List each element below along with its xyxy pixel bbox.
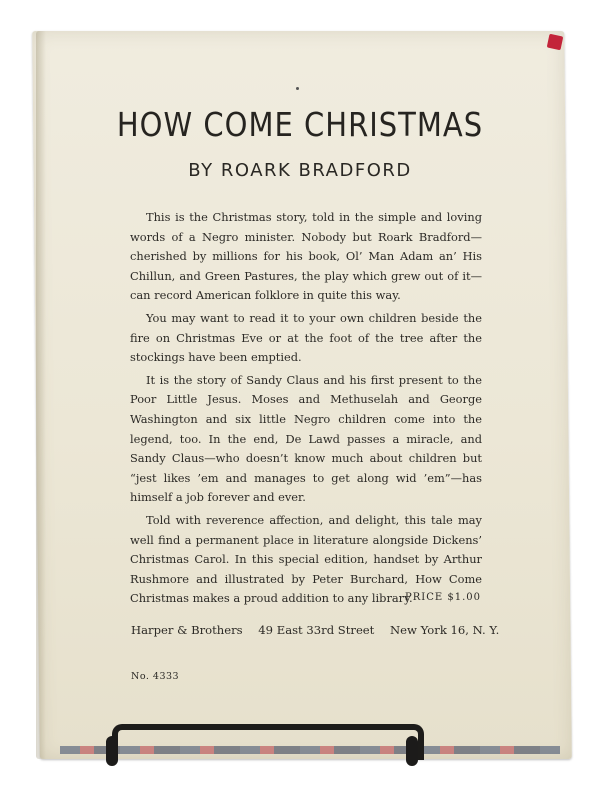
- blurb-text: [130, 208, 482, 612]
- book-stand-bar: [112, 724, 424, 760]
- price-label: PRICE $1.00: [405, 592, 481, 603]
- blurb-paragraph-1: This is the Christmas story, told in the simple and loving words of a Negro minister. Nobody but Roark Bradford—cherished by millions for his book, Ol’ Man Adam an’ His Chillun, and Green Pastures, the play which grew out of it—can record American folklore in quite this way.: [130, 210, 482, 303]
- publisher-line: [131, 623, 500, 637]
- printer-dot: [296, 87, 299, 90]
- blurb-paragraph-4: Told with reverence affection, and delight, this tale may well find a permanent place in literature alongside Dickens’ Christmas Carol. In this special edition, handset by Arthur Rushmore and illustrated by Peter Burchard, How Come Christmas makes a proud addition to any library.: [130, 512, 482, 606]
- blurb-paragraph-2: You may want to read it to your own children beside the fire on Christmas Eve or at the foot of the tree after the stockings have been emptied.: [130, 310, 482, 365]
- publisher-name: Harper & Brothers: [131, 623, 243, 637]
- red-corner-mark: [547, 34, 564, 51]
- book-stand-left-foot: [106, 736, 118, 766]
- book-author: BY ROARK BRADFORD: [188, 160, 412, 181]
- blurb-paragraph-3: It is the story of Sandy Claus and his first present to the Poor Little Jesus. Moses and Methuselah and George Washington and six little Negro children come into the legend, too. In the end, De Lawd passes a miracle, and Sandy Claus—who doesn’t know much about children but “jest likes ’em and manages to get along wid ’em”—has himself a job forever and ever.: [130, 372, 482, 505]
- book-stand-right-foot: [406, 736, 418, 766]
- publisher-address: 49 East 33rd Street: [258, 623, 375, 637]
- catalog-number: No. 4333: [131, 671, 180, 682]
- publisher-city: New York 16, N. Y.: [390, 623, 500, 637]
- book-title: HOW COME CHRISTMAS: [116, 105, 484, 145]
